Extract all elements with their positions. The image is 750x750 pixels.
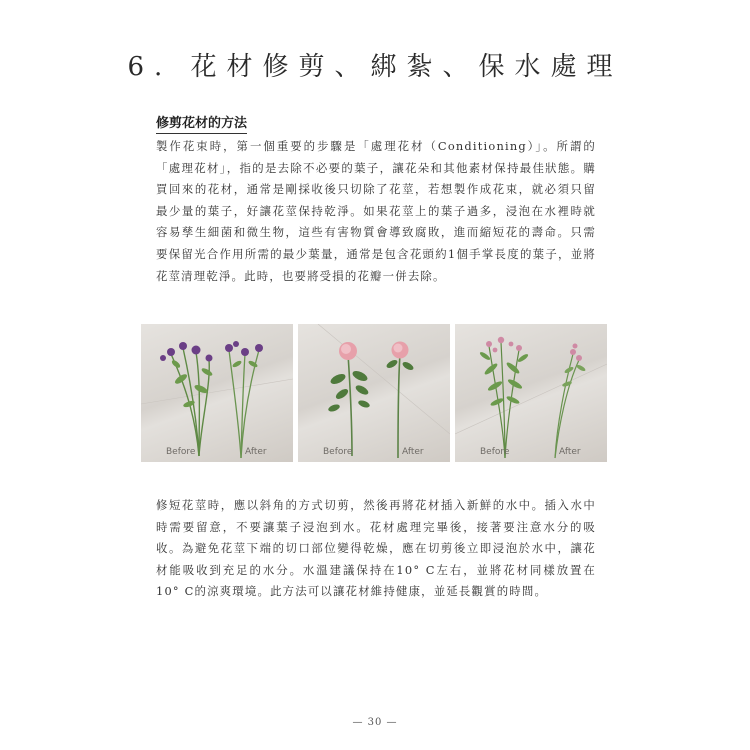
- after-label: After: [402, 447, 424, 457]
- before-label: Before: [166, 447, 196, 457]
- spray-flower-illustration: [455, 324, 607, 462]
- rose-illustration: [298, 324, 450, 462]
- before-label: Before: [323, 447, 353, 457]
- photo-spray-flower-before-after: [455, 324, 607, 462]
- before-after-photo-row: [141, 324, 607, 462]
- page-number: — 30 —: [352, 717, 398, 728]
- paragraph-cutting-and-water: 修短花莖時，應以斜角的方式切剪，然後再將花材插入新鮮的水中。插入水中時需要留意，不要讓葉子浸泡到水。花材處理完畢後，接著要注意水分的吸收。為避免花莖下端的切口部位變得乾燥，應在切剪後立即浸泡於水中，讓花材能吸收到充足的水分。水溫建議保持在10° C左右，並將花材同樣放置在10° C的涼爽環境。此方法可以讓花材維持健康，並延長觀賞的時間。: [156, 498, 596, 599]
- after-label: After: [559, 447, 581, 457]
- thistle-illustration: [141, 324, 293, 462]
- after-label: After: [245, 447, 267, 457]
- page-title: 6. 花材修剪、綁紮、保水處理: [127, 52, 623, 82]
- section-heading: 修剪花材的方法: [156, 112, 247, 134]
- photo-rose-before-after: [298, 324, 450, 462]
- before-label: Before: [480, 447, 510, 457]
- photo-thistle-before-after: [141, 324, 293, 462]
- paragraph-conditioning: 製作花束時，第一個重要的步驟是「處理花材（Conditioning）」。所謂的「處理花材」，指的是去除不必要的葉子，讓花朵和其他素材保持最佳狀態。購買回來的花材，通常是剛採收後只切除了花莖，若想製作成花束，就必須只留最少量的葉子，好讓花莖保持乾淨。如果花莖上的葉子過多，浸泡在水裡時就容易孳生細菌和微生物，這些有害物質會導致腐敗，進而縮短花的壽命。只需要保留光合作用所需的最少葉量，通常是包含花頭約1個手掌長度的葉子，並將花莖清理乾淨。此時，也要將受損的花瓣一併去除。: [156, 139, 596, 283]
